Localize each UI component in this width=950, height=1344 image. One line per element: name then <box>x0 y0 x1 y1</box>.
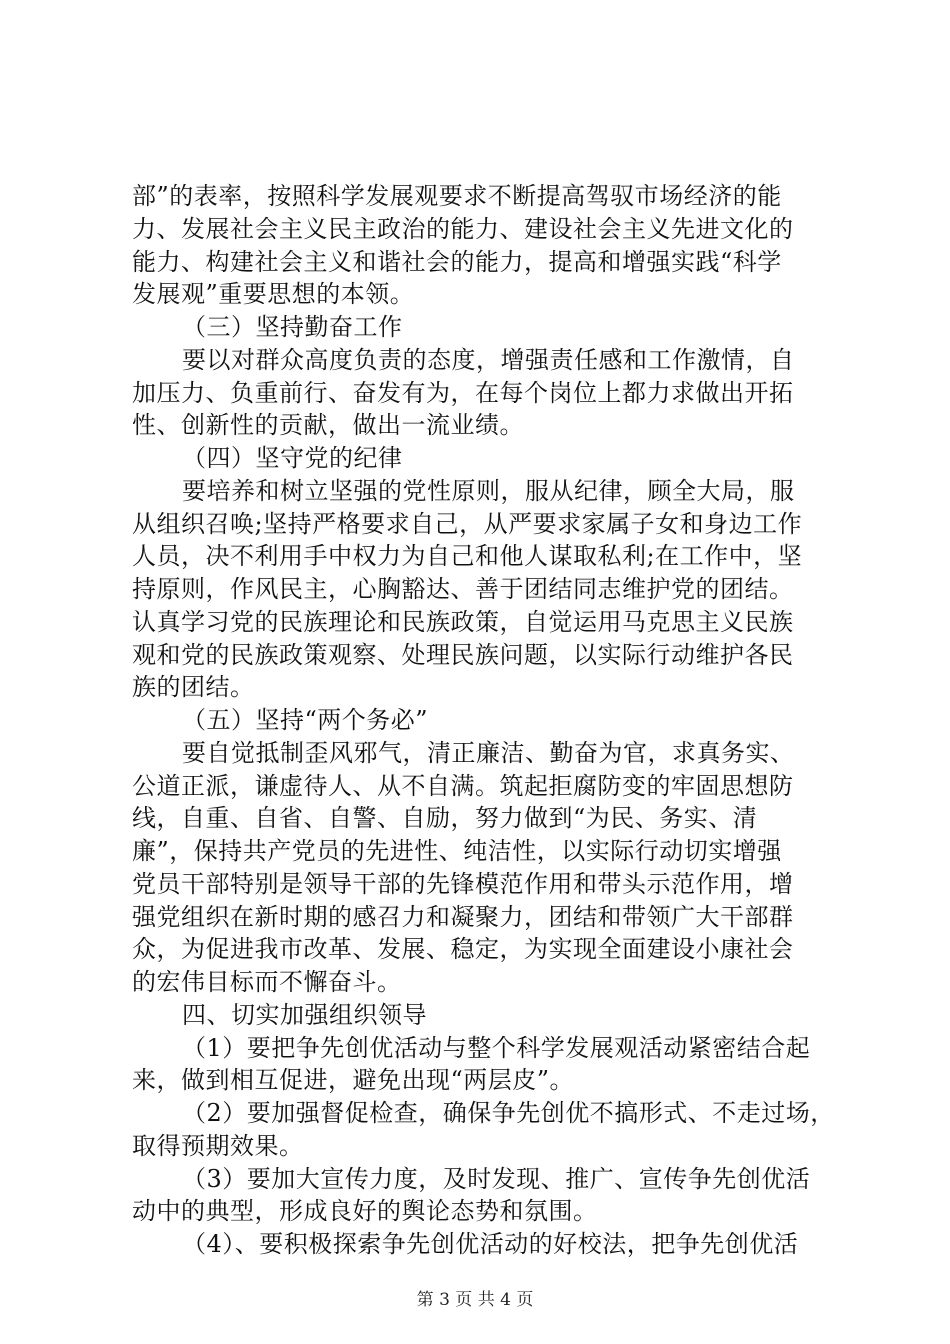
text-line: 加压力、负重前行、奋发有为，在每个岗位上都力求做出开拓 <box>132 379 794 407</box>
text-line: 来，做到相互促进，避免出现“两层皮”。 <box>132 1066 575 1094</box>
text-line: 能力、构建社会主义和谐社会的能力，提高和增强实践“科学 <box>132 248 782 276</box>
text-line: 众，为促进我市改革、发展、稳定，为实现全面建设小康社会 <box>132 935 794 963</box>
text-line: 的宏伟目标而不懈奋斗。 <box>132 968 402 996</box>
text-line: 族的团结。 <box>132 673 255 701</box>
text-line: 发展观”重要思想的本领。 <box>132 280 415 308</box>
text-line: 力、发展社会主义民主政治的能力、建设社会主义先进文化的 <box>132 215 794 243</box>
page-footer: 第 3 页 共 4 页 <box>416 1290 534 1310</box>
text-line: 认真学习党的民族理论和民族政策，自觉运用马克思主义民族 <box>132 608 794 636</box>
text-line: 线，自重、自省、自警、自励，努力做到“为民、务实、清 <box>132 804 758 832</box>
text-line: 人员，决不利用手中权力为自己和他人谋取私利;在工作中，坚 <box>132 542 803 570</box>
section-heading: （三）坚持勤奋工作 <box>182 313 403 341</box>
text-line: 党员干部特别是领导干部的先锋模范作用和带头示范作用，增 <box>132 870 794 898</box>
text-line: 取得预期效果。 <box>132 1132 304 1160</box>
text-line: 从组织召唤;坚持严格要求自己，从严要求家属子女和身边工作 <box>132 510 803 538</box>
text-line: 要自觉抵制歪风邪气，清正廉洁、勤奋为官，求真务实、 <box>182 739 795 767</box>
text-line: 性、创新性的贡献，做出一流业绩。 <box>132 411 524 439</box>
text-line: 廉”，保持共产党员的先进性、纯洁性，以实际行动切实增强 <box>132 837 782 865</box>
section-heading: （五）坚持“两个务必” <box>182 706 429 734</box>
text-line: 强党组织在新时期的感召力和凝聚力，团结和带领广大干部群 <box>132 903 794 931</box>
list-item: （1）要把争先创优活动与整个科学发展观活动紧密结合起 <box>182 1034 811 1062</box>
list-item: （4）、要积极探索争先创优活动的好校法，把争先创优活 <box>182 1230 799 1258</box>
text-line: 动中的典型，形成良好的舆论态势和氛围。 <box>132 1197 598 1225</box>
text-line: 要以对群众高度负责的态度，增强责任感和工作激情，自 <box>182 346 795 374</box>
section-heading: 四、切实加强组织领导 <box>182 1001 427 1029</box>
text-line: 部”的表率，按照科学发展观要求不断提高驾驭市场经济的能 <box>132 182 782 210</box>
list-item: （2）要加强督促检查，确保争先创优不搞形式、不走过场， <box>182 1099 835 1127</box>
list-item: （3）要加大宣传力度，及时发现、推广、宣传争先创优活 <box>182 1165 811 1193</box>
section-heading: （四）坚守党的纪律 <box>182 444 403 472</box>
text-line: 持原则，作风民主，心胸豁达、善于团结同志维护党的团结。 <box>132 575 794 603</box>
text-line: 观和党的民族政策观察、处理民族问题，以实际行动维护各民 <box>132 641 794 669</box>
text-line: 公道正派，谦虚待人、从不自满。筑起拒腐防变的牢固思想防 <box>132 772 794 800</box>
text-line: 要培养和树立坚强的党性原则，服从纪律，顾全大局，服 <box>182 477 795 505</box>
